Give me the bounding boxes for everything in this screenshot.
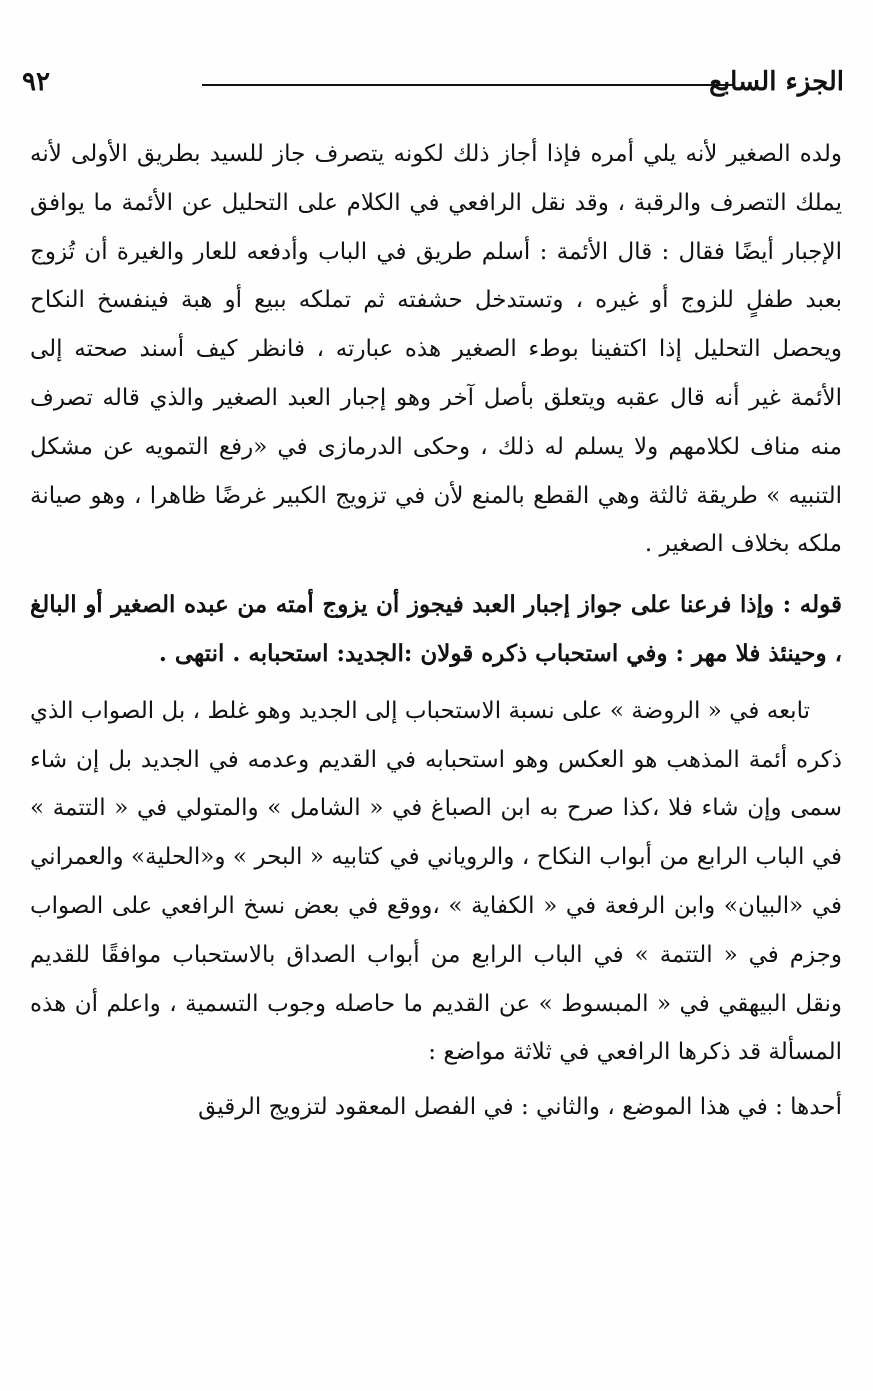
paragraph-commentary	[30, 1083, 842, 1132]
page-body	[30, 124, 842, 1132]
paragraph-quote	[30, 581, 842, 679]
paragraph-text: أحدها : في هذا الموضع ، والثاني : في الفصل المعقود لتزويج الرقيق	[198, 1094, 842, 1121]
paragraph-text: ولده الصغير لأنه يلي أمره فإذا أجاز ذلك لكونه يتصرف جاز للسيد بطريق الأولى لأنه يملك التصرف والرقبة ، وقد نقل الرافعي في الكلام على التحليل عن الأئمة ما يوافق الإجبار أيضًا فقال : قال الأئمة : أسلم طريق في الباب وأدفعه للعار والغيرة أن تُزوج بعبد طفلٍ للزوج أو غيره ، وتستدخل حشفته ثم تملكه ببيع أو هبة فينفسخ النكاح ويحصل التحليل إذا اكتفينا بوطء الصغير هذه عبارته ، فانظر كيف أسند صحته إلى الأئمة غير أنه قال عقبه ويتعلق بأصل آخر وهو إجبار العبد الصغير والذي قاله تصرف منه مناف لكلامهم ولا يسلم له ذلك ، وحكى الدرمازى في «رفع التمويه عن مشكل التنبيه » طريقة ثالثة وهي القطع بالمنع لأن في تزويج الكبير غرضًا ظاهرا ، وهو صيانة ملكه بخلاف الصغير .	[30, 141, 842, 558]
page-number: ٩٢	[22, 67, 50, 97]
header-rule	[202, 84, 734, 86]
paragraph-text: تابعه في « الروضة » على نسبة الاستحباب إلى الجديد وهو غلط ، بل الصواب الذي ذكره أئمة المذهب هو العكس وهو استحبابه في القديم وعدمه في الجديد بل إن شاء سمى وإن شاء فلا ،كذا صرح به ابن الصباغ في « الشامل » والمتولي في « التتمة » في الباب الرابع من أبواب النكاح ، والروياني في كتابيه « البحر » و«الحلية» والعمراني في «البيان» وابن الرفعة في « الكفاية » ،ووقع في بعض نسخ الرافعي على الصواب وجزم في « التتمة » في الباب الرابع من أبواب الصداق بالاستحباب موافقًا للقديم ونقل البيهقي في « المبسوط » عن القديم ما حاصله وجوب التسمية ، واعلم أن هذه المسألة قد ذكرها الرافعي في ثلاثة مواضع :	[30, 697, 842, 1066]
page-header	[22, 62, 844, 106]
paragraph-text: قوله : وإذا فرعنا على جواز إجبار العبد فيجوز أن يزوج أمته من عبده الصغير أو البالغ ، وحينئذ فلا مهر : وفي استحباب ذكره قولان :الجديد: استحبابه . انتهى .	[30, 591, 842, 667]
paragraph-commentary	[30, 687, 842, 1077]
section-title: الجزء السابع	[709, 67, 844, 97]
paragraph-commentary	[30, 130, 842, 569]
